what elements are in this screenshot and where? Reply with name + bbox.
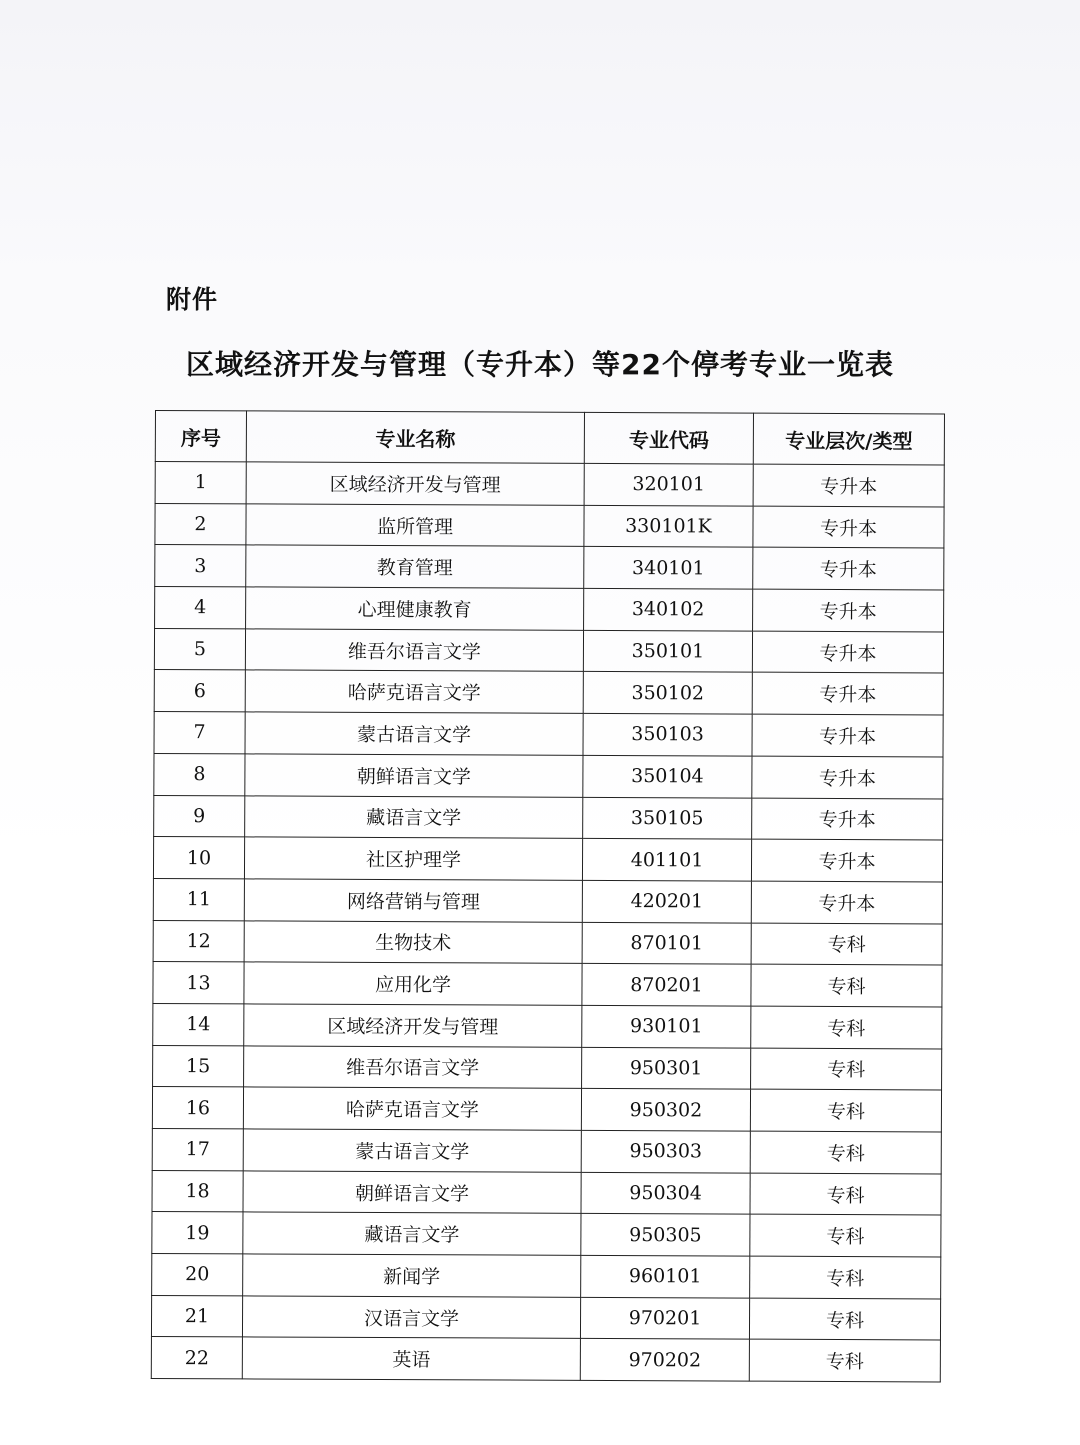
cell-major-name: 社区护理学 bbox=[244, 837, 582, 880]
table-row bbox=[153, 1045, 942, 1090]
table-row bbox=[154, 628, 943, 673]
cell-index: 20 bbox=[152, 1254, 243, 1296]
cell-level-type: 专科 bbox=[750, 1089, 941, 1132]
cell-major-name: 教育管理 bbox=[246, 545, 584, 588]
table-row bbox=[151, 1337, 940, 1382]
document-title: 区域经济开发与管理（专升本）等22个停考专业一览表 bbox=[186, 348, 894, 381]
cell-major-code: 970202 bbox=[580, 1339, 749, 1381]
cell-major-code: 350105 bbox=[583, 797, 752, 839]
table-row bbox=[154, 712, 943, 757]
cell-major-code: 870101 bbox=[582, 922, 751, 964]
cell-index: 6 bbox=[154, 670, 245, 712]
cell-index: 8 bbox=[154, 753, 245, 795]
cell-level-type: 专升本 bbox=[752, 673, 943, 716]
cell-major-code: 350104 bbox=[583, 755, 752, 797]
table-row bbox=[152, 1087, 941, 1132]
cell-major-code: 950304 bbox=[581, 1172, 750, 1214]
cell-major-name: 哈萨克语言文学 bbox=[243, 1087, 581, 1130]
cell-major-name: 生物技术 bbox=[244, 920, 582, 963]
table-row bbox=[151, 1295, 940, 1340]
cell-major-code: 330101K bbox=[584, 505, 753, 547]
cell-level-type: 专升本 bbox=[753, 547, 944, 590]
cell-index: 15 bbox=[153, 1045, 244, 1087]
column-header-index: 序号 bbox=[155, 411, 246, 462]
cell-level-type: 专科 bbox=[751, 1006, 942, 1049]
cell-level-type: 专升本 bbox=[753, 506, 944, 549]
cell-level-type: 专科 bbox=[749, 1298, 940, 1341]
cell-major-code: 401101 bbox=[582, 839, 751, 881]
cell-index: 5 bbox=[154, 628, 245, 670]
cell-level-type: 专升本 bbox=[752, 756, 943, 799]
table-row bbox=[153, 920, 942, 965]
cell-major-code: 350103 bbox=[583, 713, 752, 755]
cell-level-type: 专升本 bbox=[751, 839, 942, 882]
cell-major-name: 朝鲜语言文学 bbox=[245, 754, 583, 797]
table-row bbox=[154, 753, 943, 798]
cell-index: 4 bbox=[155, 587, 246, 629]
cell-major-code: 960101 bbox=[581, 1255, 750, 1297]
cell-index: 9 bbox=[154, 795, 245, 837]
table-row bbox=[153, 1003, 942, 1048]
cell-index: 16 bbox=[152, 1087, 243, 1129]
cell-major-name: 维吾尔语言文学 bbox=[245, 629, 583, 672]
cell-level-type: 专科 bbox=[750, 1173, 941, 1216]
cell-index: 13 bbox=[153, 962, 244, 1004]
cell-index: 7 bbox=[154, 712, 245, 754]
cell-major-name: 蒙古语言文学 bbox=[243, 1129, 581, 1172]
table-row bbox=[153, 878, 942, 923]
cell-index: 2 bbox=[155, 503, 246, 545]
cell-index: 10 bbox=[153, 837, 244, 879]
cell-major-code: 420201 bbox=[582, 880, 751, 922]
table-row bbox=[153, 962, 942, 1007]
cell-level-type: 专科 bbox=[750, 1256, 941, 1299]
cell-index: 17 bbox=[152, 1128, 243, 1170]
cell-major-name: 维吾尔语言文学 bbox=[244, 1046, 582, 1089]
cell-major-name: 藏语言文学 bbox=[245, 795, 583, 838]
cell-major-name: 网络营销与管理 bbox=[244, 879, 582, 922]
cell-major-code: 970201 bbox=[580, 1297, 749, 1339]
table-body bbox=[151, 462, 944, 1383]
cell-major-name: 英语 bbox=[242, 1337, 580, 1380]
cell-major-code: 950303 bbox=[581, 1130, 750, 1172]
cell-major-name: 汉语言文学 bbox=[242, 1296, 580, 1339]
column-header-major-code: 专业代码 bbox=[584, 412, 753, 464]
column-header-major-name: 专业名称 bbox=[246, 411, 584, 463]
table-row bbox=[152, 1254, 941, 1299]
table-row bbox=[155, 462, 944, 507]
cell-index: 14 bbox=[153, 1003, 244, 1045]
cell-major-code: 950305 bbox=[581, 1214, 750, 1256]
cell-major-code: 950301 bbox=[582, 1047, 751, 1089]
cell-index: 22 bbox=[151, 1337, 242, 1379]
cell-major-code: 950302 bbox=[581, 1089, 750, 1131]
cell-index: 12 bbox=[153, 920, 244, 962]
table-row bbox=[155, 545, 944, 590]
table-row bbox=[154, 670, 943, 715]
cell-index: 1 bbox=[155, 462, 246, 504]
cell-level-type: 专科 bbox=[751, 1048, 942, 1091]
table-row bbox=[155, 503, 944, 548]
cell-major-code: 930101 bbox=[582, 1005, 751, 1047]
cell-level-type: 专科 bbox=[751, 964, 942, 1007]
cell-level-type: 专升本 bbox=[751, 881, 942, 924]
cell-level-type: 专升本 bbox=[752, 714, 943, 757]
cell-major-name: 区域经济开发与管理 bbox=[246, 462, 584, 505]
cell-major-code: 340101 bbox=[584, 547, 753, 589]
cell-level-type: 专科 bbox=[751, 923, 942, 966]
cell-major-code: 350101 bbox=[583, 630, 752, 672]
cell-major-code: 870201 bbox=[582, 964, 751, 1006]
cell-major-code: 320101 bbox=[584, 463, 753, 505]
cell-index: 18 bbox=[152, 1170, 243, 1212]
cell-level-type: 专升本 bbox=[752, 798, 943, 841]
cell-index: 21 bbox=[151, 1295, 242, 1337]
cell-major-name: 蒙古语言文学 bbox=[245, 712, 583, 755]
cell-major-name: 藏语言文学 bbox=[243, 1212, 581, 1255]
table-header-row bbox=[155, 411, 944, 465]
cell-level-type: 专科 bbox=[749, 1340, 940, 1383]
cell-major-name: 心理健康教育 bbox=[246, 587, 584, 630]
cell-index: 19 bbox=[152, 1212, 243, 1254]
cell-index: 11 bbox=[153, 878, 244, 920]
column-header-level-type: 专业层次/类型 bbox=[753, 413, 944, 465]
table-row bbox=[152, 1212, 941, 1257]
cell-major-name: 应用化学 bbox=[244, 962, 582, 1005]
cell-major-code: 340102 bbox=[584, 588, 753, 630]
cell-major-name: 哈萨克语言文学 bbox=[245, 670, 583, 713]
cell-major-name: 监所管理 bbox=[246, 504, 584, 547]
table-row bbox=[152, 1128, 941, 1173]
cell-level-type: 专升本 bbox=[753, 589, 944, 632]
table-row bbox=[153, 837, 942, 882]
table-row bbox=[152, 1170, 941, 1215]
table-row bbox=[155, 587, 944, 632]
cell-index: 3 bbox=[155, 545, 246, 587]
cell-level-type: 专升本 bbox=[752, 631, 943, 674]
cell-level-type: 专升本 bbox=[753, 464, 944, 507]
cell-level-type: 专科 bbox=[750, 1131, 941, 1174]
majors-table bbox=[151, 410, 945, 1383]
cell-major-name: 朝鲜语言文学 bbox=[243, 1171, 581, 1214]
attachment-label: 附件 bbox=[166, 285, 219, 314]
table-row bbox=[154, 795, 943, 840]
cell-major-name: 新闻学 bbox=[243, 1254, 581, 1297]
cell-major-name: 区域经济开发与管理 bbox=[244, 1004, 582, 1047]
cell-major-code: 350102 bbox=[583, 672, 752, 714]
cell-level-type: 专科 bbox=[750, 1214, 941, 1257]
